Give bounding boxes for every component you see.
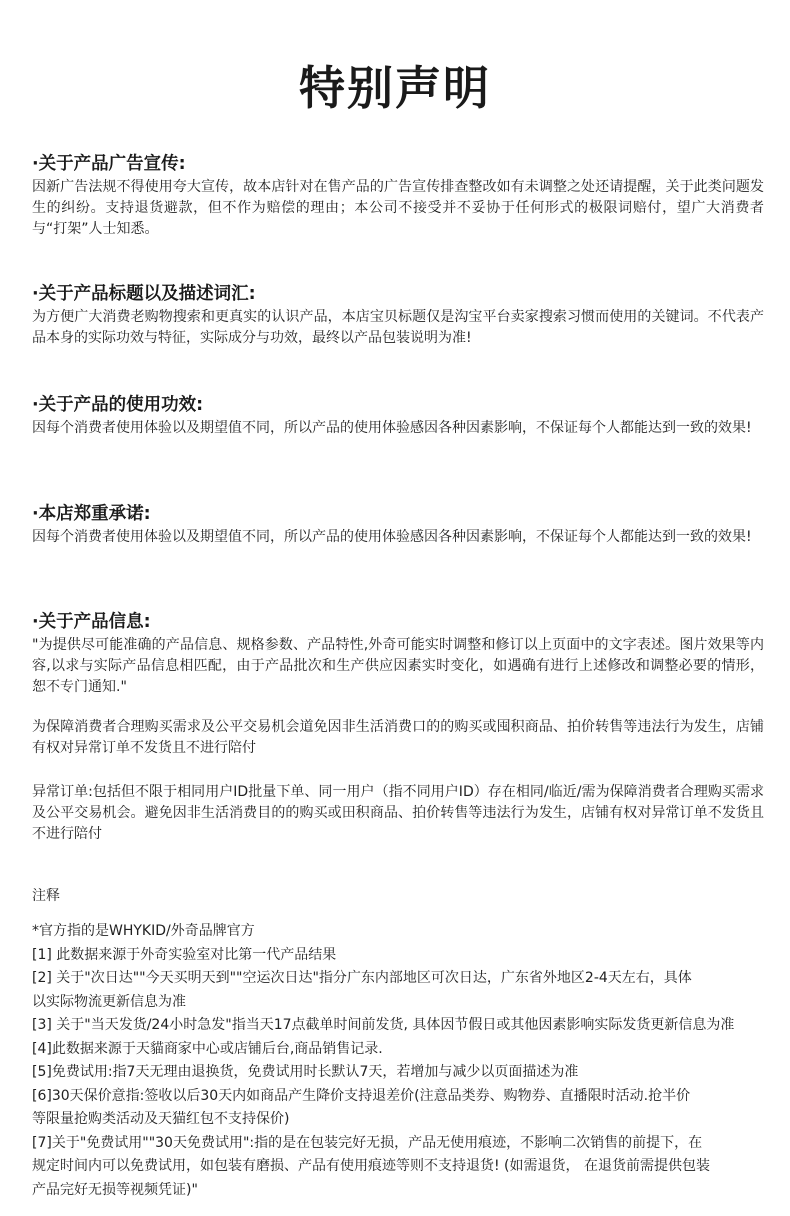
note-7-end: 产品完好无损等视频凭证)" [32,1181,198,1198]
note-3: [3] 关于"当天发货/24小时急发"指当天17点截单时间前发货, 具体因节假日或其他因素影响实际发货更新信息为准 [32,1017,735,1033]
section-heading-title-keywords: ·关于产品标题以及描述词汇: [32,284,256,304]
section-text-title-keywords: 为方便广大消费老购物搜索和更真实的认识产品，本店宝贝标题仅是沟宝平台卖家搜索习惯而使用的关键词。不代表产品本身的实际功效与特征，实际成分与功效，最终以产品包装说明为准! [32,309,764,346]
paragraph-consumer-protection: 为保障消费者合理购买需求及公平交易机会道免因非生活消费口的的购买或囤积商品、拍价转售等违法行为发生，店铺有权对异常订单不发货且不进行陪付 [32,719,764,756]
section-text-efficacy: 因每个消费者使用体验以及期望值不同，所以产品的使用体验感因各种因素影响，不保证每个人都能达到一致的效果! [32,420,752,436]
section-heading-advertising: ·关于产品广告宣传: [32,154,186,174]
note-official: *官方指的是WHYKID/外奇品牌官方 [32,923,255,939]
note-6-continued: 等限量抢购类活动及天猫红包不支持保价) [32,1111,290,1127]
note-7-continued: 规定时间内可以免费试用，如包装有磨损、产品有使用痕迹等则不支持退货! (如需退货， 在退货前需提供包装 [32,1158,710,1174]
notes-label: 注释 [32,888,60,904]
section-heading-product-info: ·关于产品信息: [32,612,151,632]
page-title: 特别声明 [299,61,491,115]
section-text-commitment: 因每个消费者使用体验以及期望值不同，所以产品的使用体验感因各种因素影响，不保证每个人都能达到一致的效果! [32,529,752,545]
note-5: [5]免费试用:指7天无理由退换货，免费试用时长默认7天，若增加与减少以页面描述为准 [32,1064,579,1080]
note-4: [4]此数据来源于天貓商家中心或店铺后台,商品销售记录. [32,1040,383,1057]
paragraph-abnormal-orders: 异常订单:包括但不限于相同用户ID批量下单、同一用户（指不同用户ID）存在相同/临近/需为保障消费者合理购买需求及公平交易机会。避免因非生活消费目的的购买或田积商品、拍价转售等违法行为发生，店铺有权对异常订单不发货且不进行陪付 [32,784,764,842]
section-heading-commitment: ·本店郑重承诺: [32,504,151,524]
section-heading-efficacy: ·关于产品的使用功效: [32,395,204,415]
section-text-advertising: 因新广告法规不得使用夸大宣传，故本店针对在售产品的广告宣传排查整改如有未调整之处还请提醒，关于此类问题发生的纠纷。支持退货避款，但不作为赔偿的理由；本公司不接受并不妥协于任何形式的极限词赔付，望广大消费者与“打架”人士知悉。 [32,179,764,237]
note-6: [6]30天保价意指:签收以后30天内如商品产生降价支持退差价(注意品类券、购物券、直播限时活动.抢半价 [32,1087,691,1104]
notes-list [32,920,772,1202]
section-text-product-info: "为提供尽可能准确的产品信息、规格参数、产品特性,外奇可能实时调整和修订以上页面中的文字表述。图片效果等内容,以求与实际产品信息相匹配，由于产品批次和生产供应因素实时变化，如遇确有进行上述修改和调整必要的情形，恕不专门通知." [32,637,764,695]
note-2: [2] 关于"次日达""今天买明天到""空运次日达"指分广东内部地区可次日达，广东省外地区2-4天左右，具体 [32,970,692,986]
note-1: [1] 此数据来源于外奇实验室对比第一代产品结果 [32,946,337,963]
note-7: [7]关于"免费试用""30天免费试用":指的是在包装完好无损，产品无使用痕迹，不影响二次销售的前提下，在 [32,1134,703,1151]
note-2-continued: 以实际物流更新信息为准 [32,993,186,1010]
